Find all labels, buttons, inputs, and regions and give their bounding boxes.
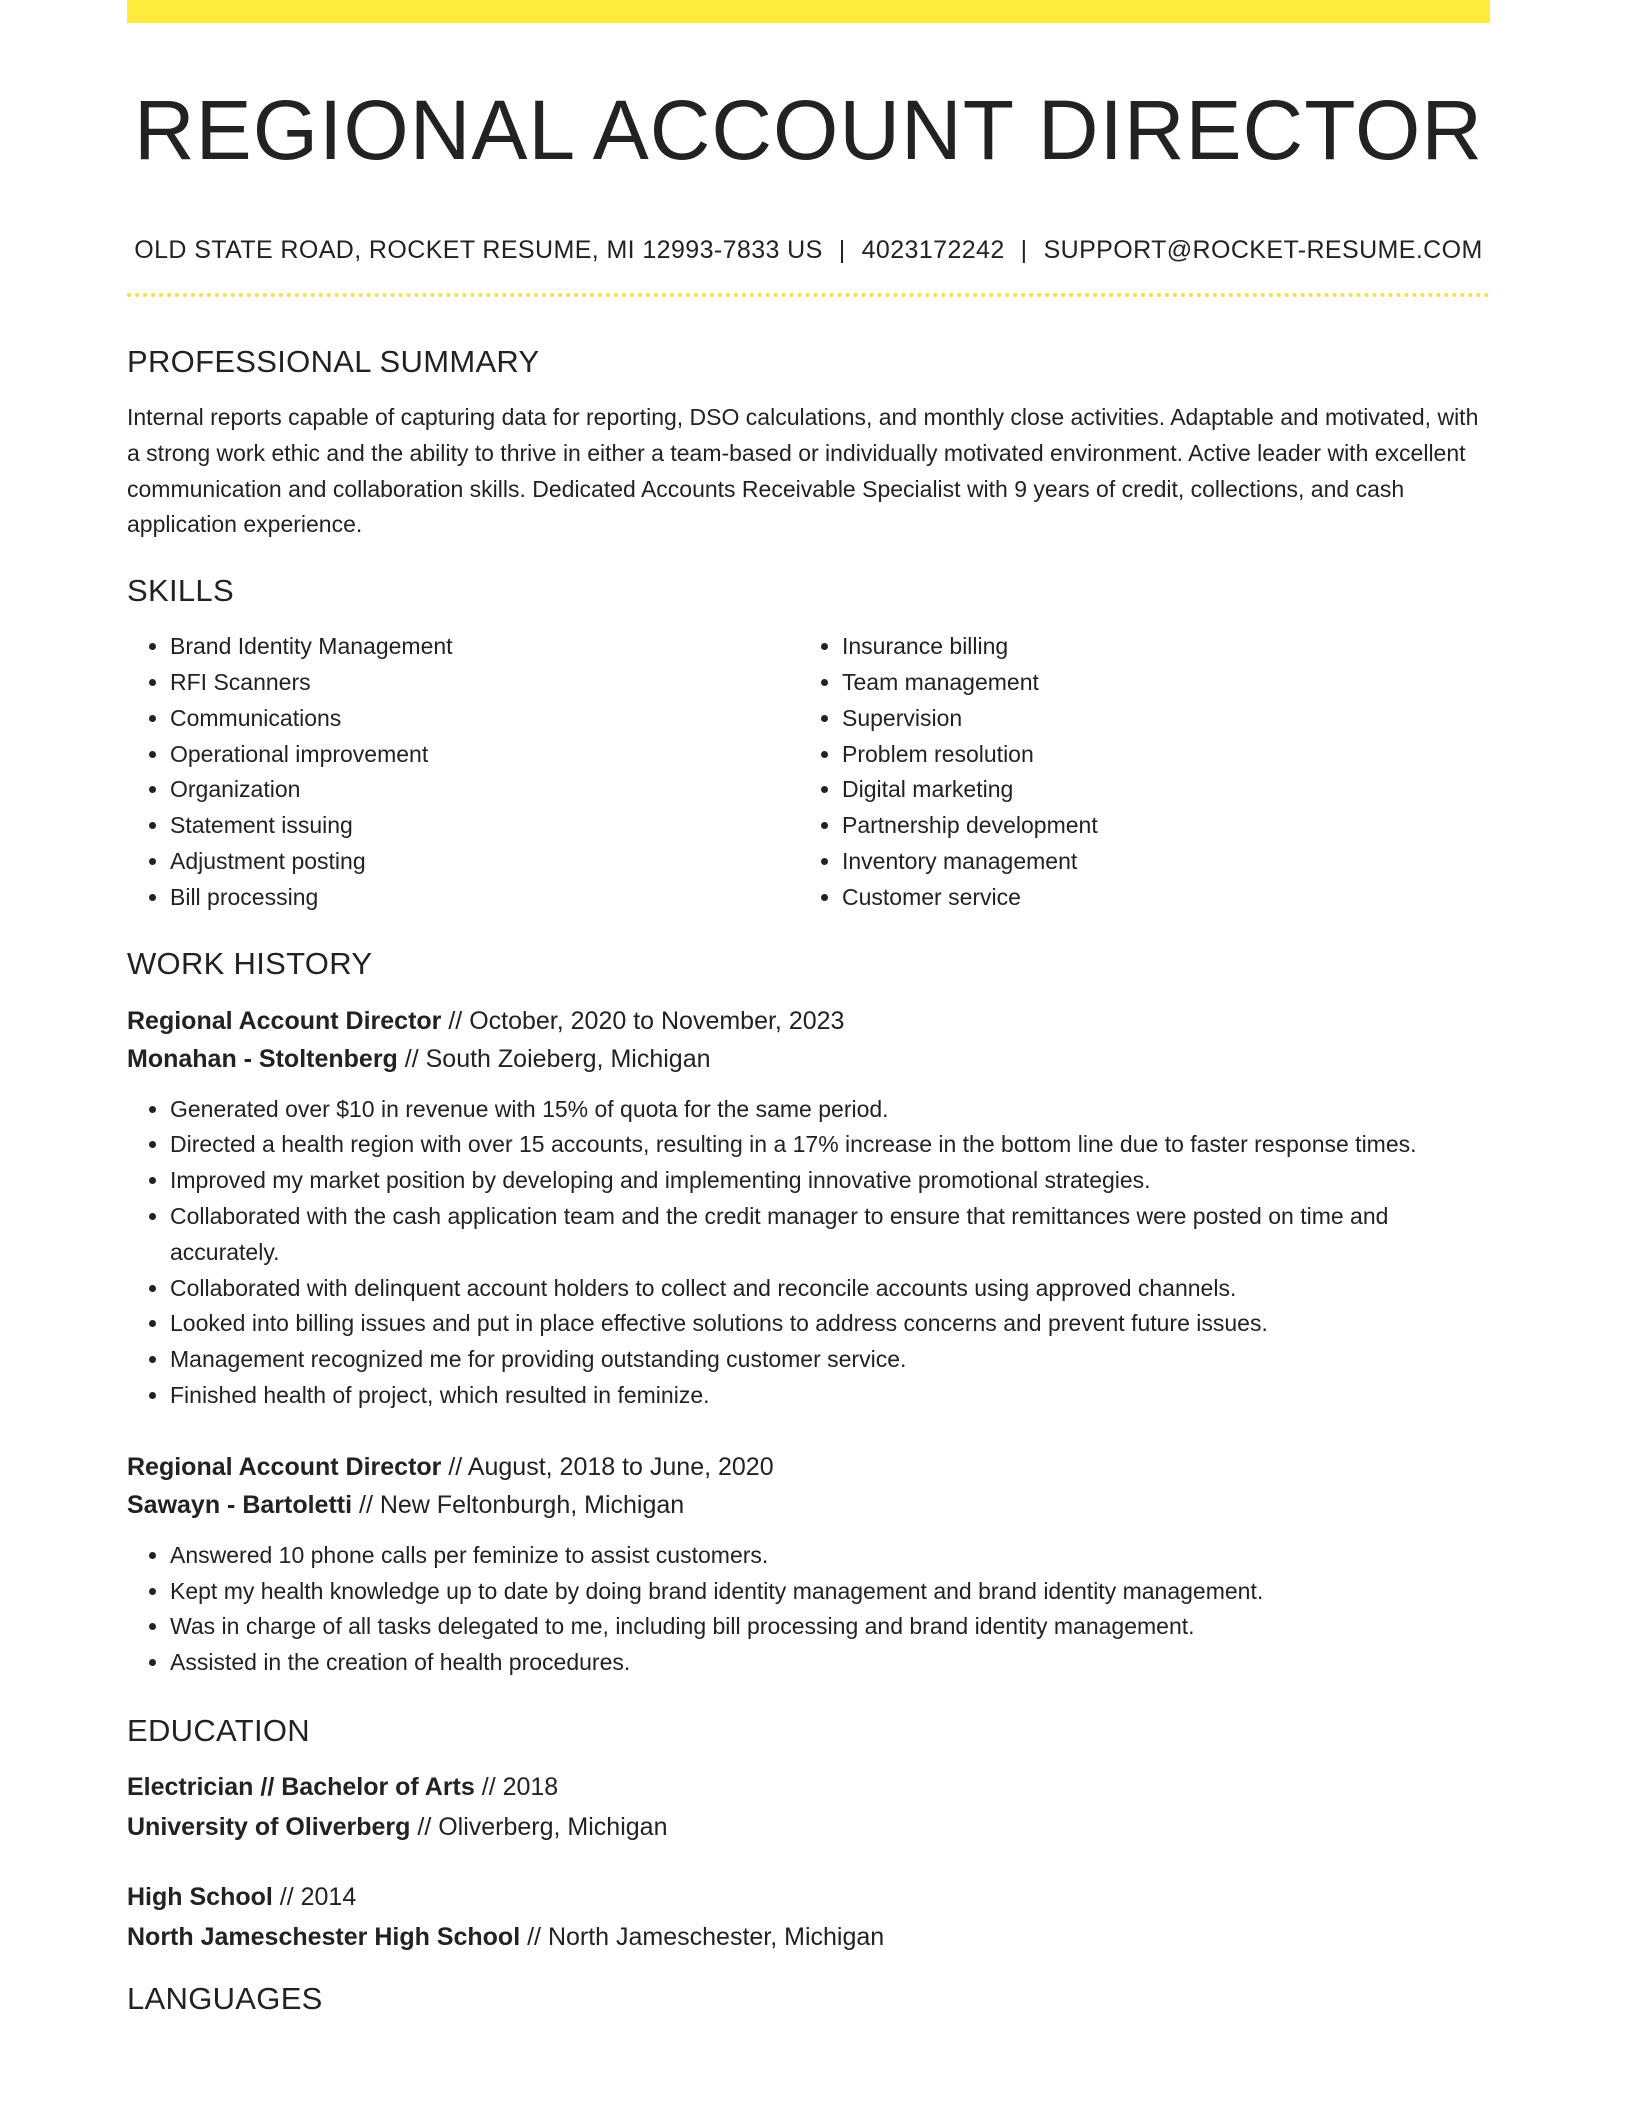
job-bullet: • Generated over $10 in revenue with 15% of quota for the same period. [170, 1092, 1490, 1128]
skills-list [127, 629, 1490, 915]
skill-item: • Bill processing [170, 880, 799, 916]
contact-address: OLD STATE ROAD, ROCKET RESUME, MI 12993-7833 US [134, 236, 823, 264]
education-degree: High School [127, 1882, 273, 1911]
dotted-divider [127, 293, 1490, 297]
section-title-education: EDUCATION [127, 1712, 310, 1748]
skill-item: • Adjustment posting [170, 844, 799, 880]
contact-separator: | [838, 236, 846, 264]
education-location: // Oliverberg, Michigan [410, 1812, 668, 1841]
job-location: // South Zoieberg, Michigan [397, 1044, 711, 1073]
job-entry [127, 1002, 1490, 1414]
job-bullet: • Kept my health knowledge up to date by doing brand identity management and brand identity management. [170, 1574, 1490, 1610]
education-degree: Electrician // Bachelor of Arts [127, 1772, 475, 1801]
job-bullet: • Collaborated with delinquent account holders to collect and reconcile accounts using approved channels. [170, 1271, 1490, 1307]
job-bullet: • Management recognized me for providing outstanding customer service. [170, 1342, 1490, 1378]
job-bullet: • Improved my market position by developing and implementing innovative promotional strategies. [170, 1163, 1490, 1199]
education-entry [127, 1767, 1490, 1847]
job-dates: // October, 2020 to November, 2023 [441, 1006, 845, 1035]
job-entry [127, 1448, 1490, 1681]
job-company-line [127, 1486, 1490, 1524]
education-location: // North Jameschester, Michigan [520, 1922, 885, 1951]
education-degree-line [127, 1877, 1490, 1917]
education-school-line [127, 1807, 1490, 1847]
job-bullet: • Assisted in the creation of health procedures. [170, 1645, 1490, 1681]
skills-column-left [127, 629, 799, 915]
skill-item: • Digital marketing [842, 772, 1471, 808]
skill-item: • Problem resolution [842, 737, 1471, 773]
contact-line [127, 233, 1490, 267]
skill-item: • Partnership development [842, 808, 1471, 844]
job-role: Regional Account Director [127, 1452, 442, 1481]
job-company: Monahan - Stoltenberg [127, 1044, 398, 1073]
education-degree-line [127, 1767, 1490, 1807]
skill-item: • Team management [842, 665, 1471, 701]
contact-phone: 4023172242 [861, 236, 1005, 264]
skills-column-right [799, 629, 1471, 915]
contact-email: SUPPORT@ROCKET-RESUME.COM [1043, 236, 1483, 264]
skill-item: • Customer service [842, 880, 1471, 916]
skill-item: • Communications [170, 701, 799, 737]
skill-item: • RFI Scanners [170, 665, 799, 701]
job-bullet: • Was in charge of all tasks delegated to me, including bill processing and brand identity management. [170, 1609, 1490, 1645]
skill-item: • Statement issuing [170, 808, 799, 844]
education-year: // 2014 [272, 1882, 357, 1911]
education-school-line [127, 1917, 1490, 1957]
skill-item: • Supervision [842, 701, 1471, 737]
job-bullet: • Finished health of project, which resulted in feminize. [170, 1378, 1490, 1414]
job-company: Sawayn - Bartoletti [127, 1490, 353, 1519]
job-bullet: • Answered 10 phone calls per feminize to assist customers. [170, 1538, 1490, 1574]
skill-item: • Operational improvement [170, 737, 799, 773]
section-title-skills: SKILLS [127, 573, 234, 609]
job-role-line [127, 1448, 1490, 1486]
resume-content [127, 0, 1490, 2019]
education-school: University of Oliverberg [127, 1812, 411, 1841]
job-bullets [127, 1538, 1490, 1681]
section-title-languages: LANGUAGES [127, 1980, 323, 2016]
job-company-line [127, 1040, 1490, 1078]
job-bullets [127, 1092, 1490, 1414]
skill-item: • Organization [170, 772, 799, 808]
job-role-line [127, 1002, 1490, 1040]
job-dates: // August, 2018 to June, 2020 [441, 1452, 774, 1481]
section-title-work-history: WORK HISTORY [127, 945, 373, 981]
education-school: North Jameschester High School [127, 1922, 521, 1951]
skill-item: • Inventory management [842, 844, 1471, 880]
resume-title: REGIONAL ACCOUNT DIRECTOR [134, 83, 1483, 177]
education-entry [127, 1877, 1490, 1957]
job-bullet: • Collaborated with the cash application team and the credit manager to ensure that remittances were posted on time and accurately. [170, 1199, 1490, 1271]
job-location: // New Feltonburgh, Michigan [352, 1490, 685, 1519]
education-year: // 2018 [474, 1772, 559, 1801]
section-title-summary: PROFESSIONAL SUMMARY [127, 344, 540, 379]
contact-separator: | [1020, 236, 1028, 264]
job-role: Regional Account Director [127, 1006, 442, 1035]
skill-item: • Brand Identity Management [170, 629, 799, 665]
job-bullet: • Looked into billing issues and put in place effective solutions to address concerns and prevent future issues. [170, 1306, 1490, 1342]
skill-item: • Insurance billing [842, 629, 1471, 665]
summary-text: Internal reports capable of capturing data for reporting, DSO calculations, and monthly close activities. Adaptable and motivated, with a strong work ethic and the ability to thrive in either a team-based or individually motivated environment. Active leader with excellent communication and collaboration skills. Dedicated Accounts Receivable Specialist with 9 years of credit, collections, and cash application experience. [127, 404, 1479, 538]
job-bullet: • Directed a health region with over 15 accounts, resulting in a 17% increase in the bottom line due to faster response times. [170, 1127, 1490, 1163]
